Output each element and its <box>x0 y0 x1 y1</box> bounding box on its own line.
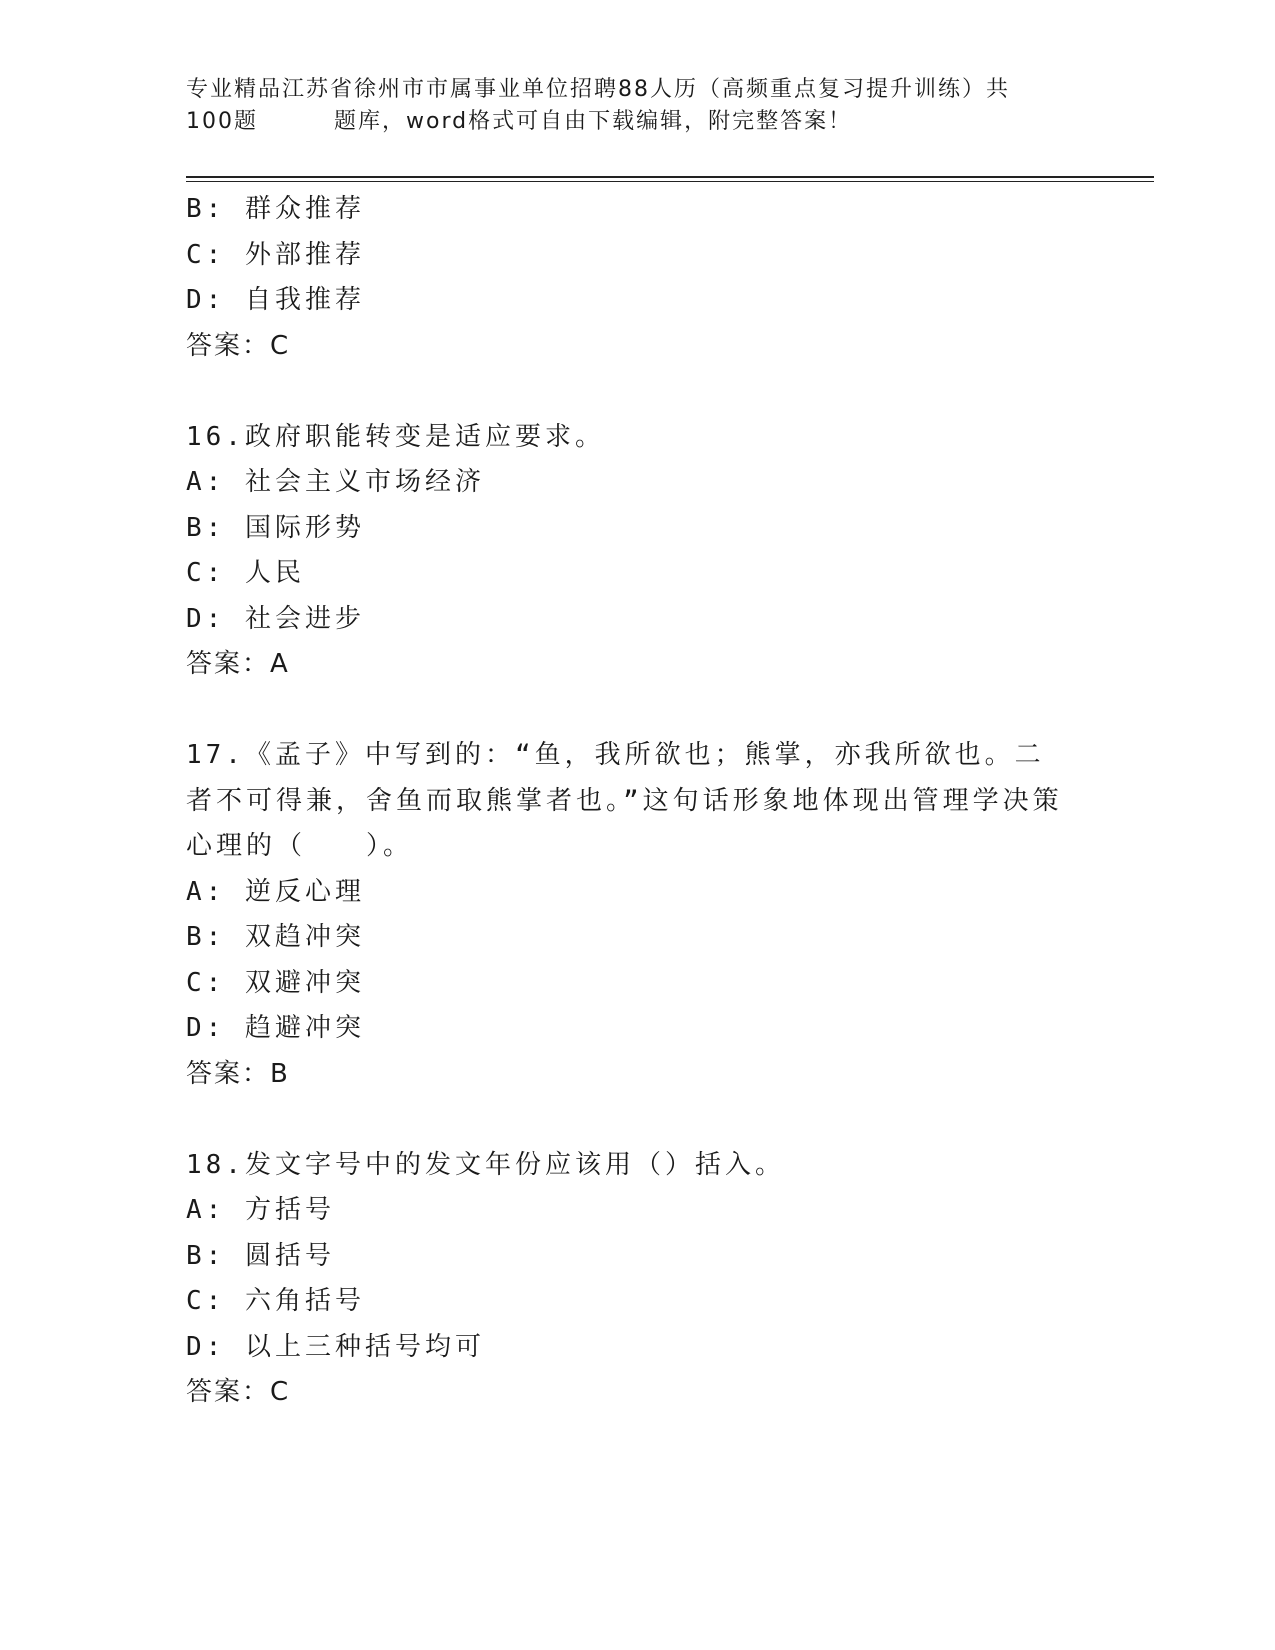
option-c: C: 双避冲突 <box>186 967 365 998</box>
option-d: D: 趋避冲突 <box>186 1013 365 1043</box>
question-list <box>186 187 1086 1416</box>
option-b: B: 群众推荐 <box>186 194 365 224</box>
question-18 <box>186 1143 1086 1416</box>
header-line-2-part-a: 100题 <box>186 109 258 134</box>
answer-line: 答案：C <box>186 1377 291 1407</box>
question-15-tail <box>186 187 1086 369</box>
answer-line: 答案：A <box>186 649 290 679</box>
option-b: B: 双趋冲突 <box>186 922 365 952</box>
header-line-2-part-b: 题库，word格式可自由下载编辑，附完整答案！ <box>334 109 853 134</box>
option-c: C: 人民 <box>186 558 305 588</box>
option-b: B: 国际形势 <box>186 512 365 543</box>
document-header <box>186 74 1086 138</box>
option-a: A: 社会主义市场经济 <box>186 467 485 497</box>
answer-line: 答案：B <box>186 1058 290 1089</box>
answer-line: 答案：C <box>186 330 291 361</box>
option-b: B: 圆括号 <box>186 1240 335 1271</box>
option-c: C: 六角括号 <box>186 1286 365 1316</box>
header-line-1: 专业精品江苏省徐州市市属事业单位招聘88人历（高频重点复习提升训练）共 <box>186 77 1010 102</box>
header-line-2 <box>186 106 1086 138</box>
option-c: C: 外部推荐 <box>186 239 365 270</box>
header-divider-thin <box>186 181 1154 182</box>
question-text: 16.政府职能转变是适应要求。 <box>186 421 605 452</box>
question-text: 17.《孟子》中写到的：“鱼，我所欲也；熊掌，亦我所欲也。二者不可得兼，舍鱼而取熊掌者也。”这句话形象地体现出管理学决策心理的（ ）。 <box>186 740 1063 861</box>
question-17 <box>186 733 1086 1097</box>
question-text: 18.发文字号中的发文年份应该用（）括入。 <box>186 1149 785 1180</box>
question-16 <box>186 415 1086 688</box>
option-d: D: 以上三种括号均可 <box>186 1331 485 1362</box>
option-d: D: 自我推荐 <box>186 285 365 315</box>
header-divider-thick <box>186 176 1154 178</box>
option-a: A: 方括号 <box>186 1195 335 1225</box>
option-a: A: 逆反心理 <box>186 876 365 907</box>
option-d: D: 社会进步 <box>186 603 365 634</box>
